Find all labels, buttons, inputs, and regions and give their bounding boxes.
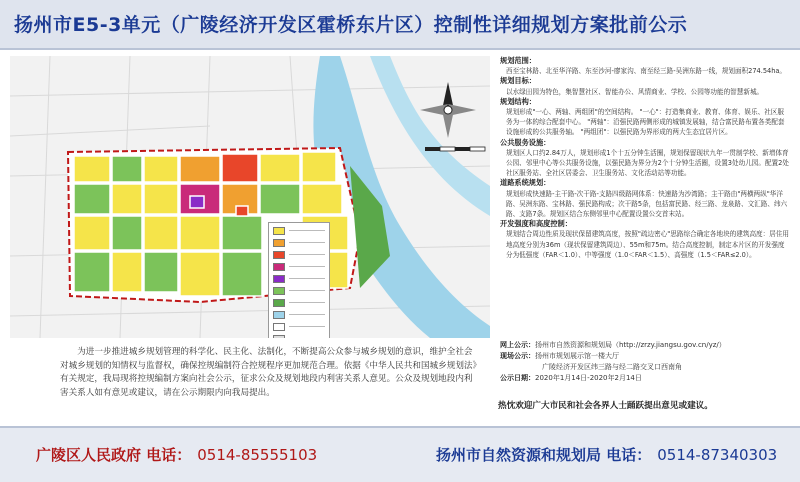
- web-notice-label: 网上公示：: [500, 341, 535, 349]
- legend-row: [273, 298, 325, 307]
- section-structure: [500, 97, 790, 138]
- site-notice-row: [500, 351, 790, 362]
- legend-row: [273, 334, 325, 338]
- section-heading: 规划目标：: [500, 76, 536, 86]
- period-row: [500, 373, 790, 384]
- site-notice-value: 扬州市规划展示馆一楼大厅: [535, 352, 619, 360]
- web-notice-link[interactable]: 扬州市自然资源和规划局（http://zrzy.jiangsu.gov.cn/yz/）: [535, 341, 726, 349]
- web-notice-row: [500, 340, 790, 351]
- footer-right: [436, 444, 777, 465]
- legend-row: [273, 238, 325, 247]
- district-government: 广陵区人民政府 电话：: [36, 446, 192, 464]
- section-body: 规划形成"一心、两轴、两组团"的空间结构。 "一心"：打造集商业、教育、体育、娱乐、社区服务为一体的综合配套中心。 "两轴"：沿强民路两侧形成的城镇发展轴，结合富民路布置各类配套设施形成的公共服务轴。 "两组团"：以强民路为界形成的两大生态宜居片区。: [506, 108, 785, 137]
- compass-icon: [418, 80, 478, 140]
- section-heading: 开发强度和高度控制：: [500, 219, 572, 229]
- footer-left: [36, 444, 317, 465]
- site-notice-label: 现场公示：: [500, 352, 535, 360]
- section-body: 规划形成快速路-主干路-次干路-支路四级路网体系：快速路为沙湾路；主干路由"两横两纵"华洋路、吴洲东路、宝林路、强民路构成；次干路5条，包括富民路、经三路、龙泉路、文汇路、纬六路、支路7条。规划区结合东侧邻里中心配置设置公交首末站。: [506, 189, 788, 219]
- scale-bar-icon: [424, 144, 486, 154]
- section-heading: 规划范围：: [500, 56, 536, 65]
- legend-row: [273, 274, 325, 283]
- section-body: 规划区人口约2.84万人，规划形成1个十五分钟生活圈，规划保留现状九年一贯制学校、新增体育公园、邻里中心等公共服务设施，以强民路为界分为2个十分钟生活圈，设置3处幼儿园。配置2处社区服务站、全社区居委会、卫生服务站、文化活动站等功能。: [506, 148, 789, 178]
- period-label: 公示日期：: [500, 374, 535, 382]
- section-body: 规划结合周边性质及现状保留建筑高度，按照"疏边密心"思路综合确定各地块的建筑高度：居住用地高度分别为36m（现状保留建筑周边）、55m和75m。结合高度控制，制定本片区的开发强度分为低强度（FAR＜1.0）、中等强度（1.0＜FAR＜1.5）、高强度（1.5＜FAR≤2.0）。: [506, 230, 790, 259]
- section-intensity: [500, 219, 790, 260]
- section-heading: 规划结构：: [500, 96, 536, 106]
- planning-bureau: 扬州市自然资源和规划局 电话：: [436, 446, 652, 464]
- page-title: 扬州市E5-3单元（广陵经济开发区霍桥东片区）控制性详细规划方案批前公示: [14, 14, 688, 36]
- legend-row: [273, 322, 325, 331]
- welcome-message: 热忱欢迎广大市民和社会各界人士踊跃提出意见或建议。: [498, 401, 713, 411]
- section-goal: [500, 76, 790, 96]
- legend-row: [273, 250, 325, 259]
- section-road-system: [500, 178, 790, 219]
- map-legend: [268, 222, 330, 338]
- public-notice-paragraph: 为进一步推进城乡规划管理的科学化、民主化、法制化，不断提高公众参与城乡规划的意识，维护全社会对城乡规划的知情权与监督权，确保控规编制符合控规程序更加规范合理。依据《中华人民共和国城乡规划法》有关规定，我局现将控规编制方案向社会公示，征求公众及规划地段内利害关系人意见。公众及规划地段内利害关系人如有意见或建议，请在公示期限内向我局提出。: [60, 347, 477, 398]
- legend-row: [273, 286, 325, 295]
- bureau-phone: 0514-87340303: [657, 446, 778, 464]
- section-range: [500, 56, 790, 76]
- legend-row: [273, 226, 325, 235]
- legend-row: [273, 262, 325, 271]
- contact-info: [500, 340, 790, 384]
- section-public-facilities: [500, 138, 790, 179]
- section-body: 以水绿田园为特色，集智慧社区、智能办公、风情商业、学校、公园等功能的智慧新城。: [506, 87, 764, 96]
- section-heading: 道路系统规划：: [500, 178, 551, 188]
- site-notice-value-2: 广陵经济开发区纬三路与经二路交叉口西南角: [542, 363, 682, 371]
- footer-bar: [0, 426, 800, 482]
- section-body: 西至宝林路、北至华洋路、东至沙河-廖家沟、南至经三路-吴洲东路一线，规划面积274.54ha。: [506, 67, 787, 76]
- district-phone: 0514-85555103: [197, 446, 318, 464]
- period-value: 2020年1月14日-2020年2月14日: [535, 374, 642, 382]
- title-bar: [0, 0, 800, 50]
- site-notice-row-2: [500, 362, 790, 373]
- legend-row: [273, 310, 325, 319]
- section-heading: 公共服务设施：: [500, 137, 551, 147]
